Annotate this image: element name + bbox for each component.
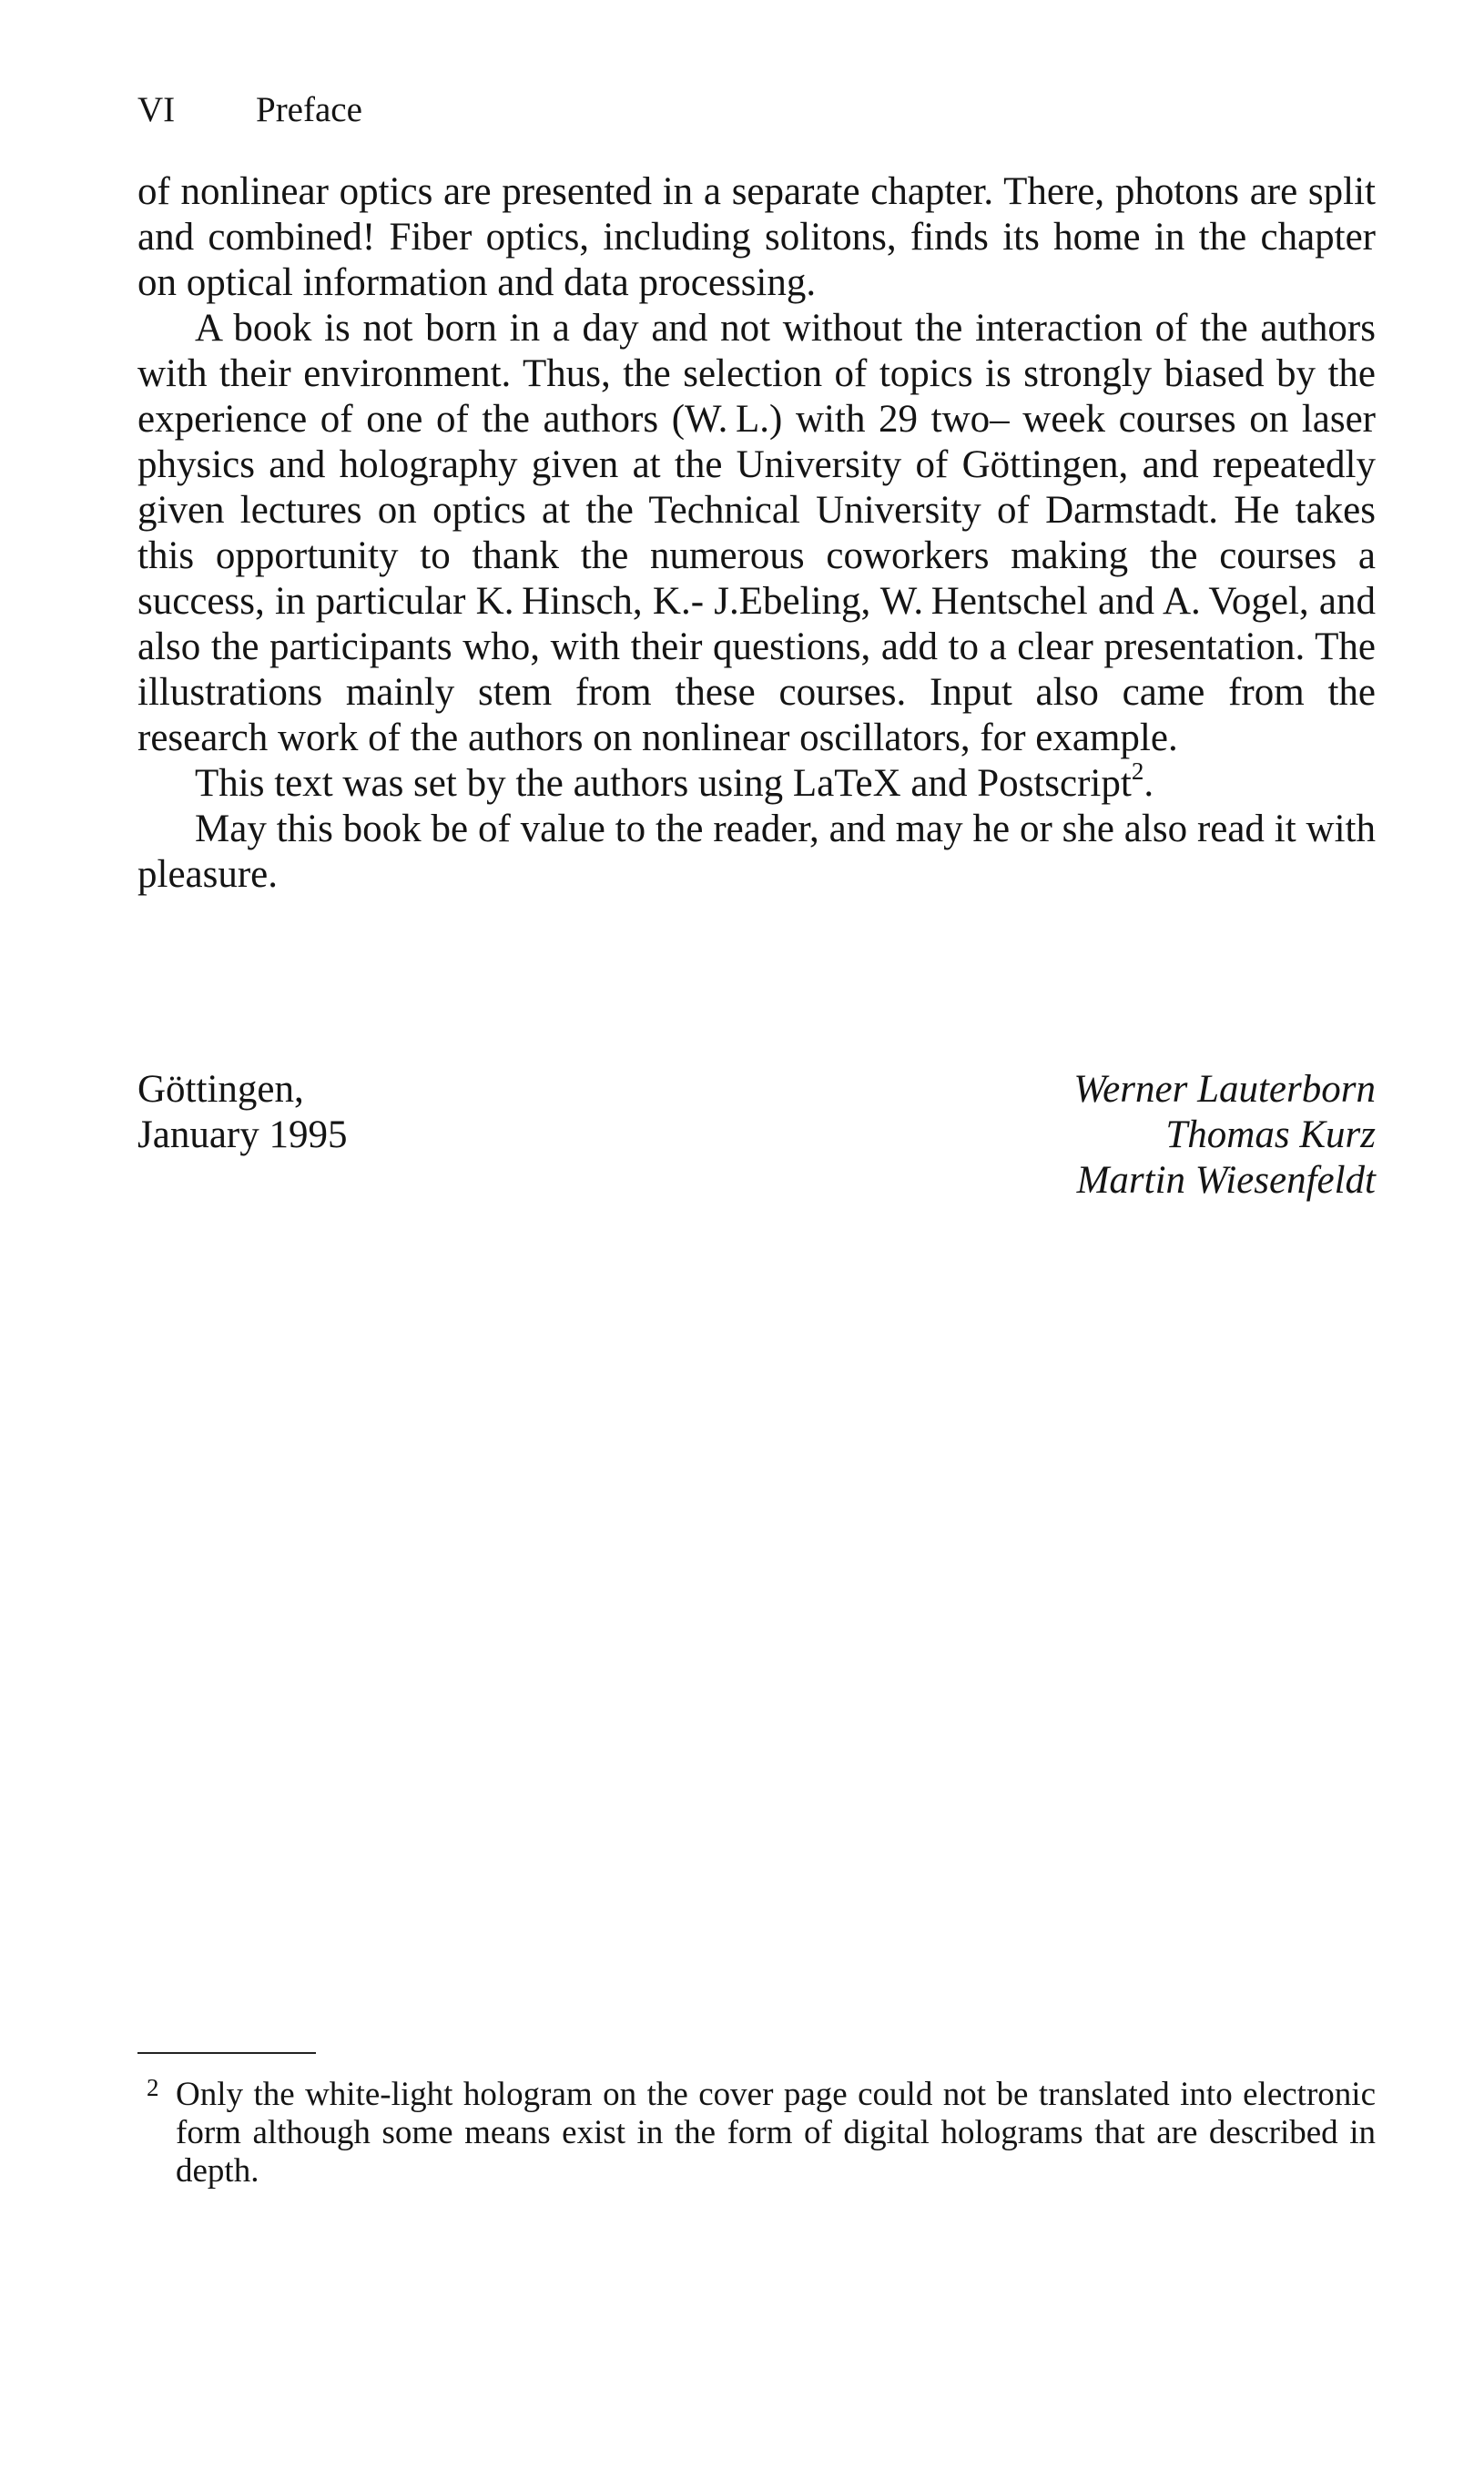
footnote-text: Only the white-light hologram on the cover page could not be translated into electronic form although some means exist in the form of digital holograms that are described in depth. xyxy=(176,2076,1376,2190)
author-name: Thomas Kurz xyxy=(1165,1113,1376,1156)
typesetting-text: This text was set by the authors using LaTeX and Postscript xyxy=(195,762,1132,805)
page-number: VI xyxy=(137,90,176,129)
author-name: Martin Wiesenfeldt xyxy=(1076,1159,1376,1202)
preface-body xyxy=(137,169,1376,898)
signature-block xyxy=(137,1067,1376,1213)
footnote-divider xyxy=(137,2052,316,2054)
footnote xyxy=(137,2076,1376,2190)
author-names xyxy=(1073,1067,1376,1204)
footnote-reference: 2 xyxy=(1131,757,1144,785)
place-date xyxy=(137,1067,347,1158)
date: January 1995 xyxy=(137,1113,348,1156)
paragraph-closing-wish: May this book be of value to the reader, and may he or she also read it with pleasure. xyxy=(137,808,1376,896)
paragraph-continuation: of nonlinear optics are presented in a separate chapter. There, photons are split and combined! Fiber optics, including solitons, finds its home in the chapter on optical information and data processing. xyxy=(137,170,1376,304)
paragraph-acknowledgements: A book is not born in a day and not without the interaction of the authors with their environment. Thus, the selection of topics is strongly biased by the experience of one of the authors (W. L.) with 29 two– week courses on laser physics and holography given at the University of Göttingen, and repeatedly given lectures on optics at the Technical University of Darmstadt. He takes this opportunity to thank the numerous coworkers making the courses a success, in particular K. Hinsch, K.- J.Ebeling, W. Hentschel and A. Vogel, and also the participants who, with their questions, add to a clear presentation. The illustrations mainly stem from these courses. Input also came from the research work of the authors on nonlinear oscillators, for example. xyxy=(137,307,1376,759)
place: Göttingen, xyxy=(137,1068,304,1111)
running-title: Preface xyxy=(256,90,362,129)
footnote-mark: 2 xyxy=(147,2074,159,2101)
author-name: Werner Lauterborn xyxy=(1073,1068,1376,1111)
typesetting-period: . xyxy=(1143,762,1154,805)
running-head xyxy=(137,87,1376,133)
paragraph-typesetting xyxy=(137,757,1376,807)
